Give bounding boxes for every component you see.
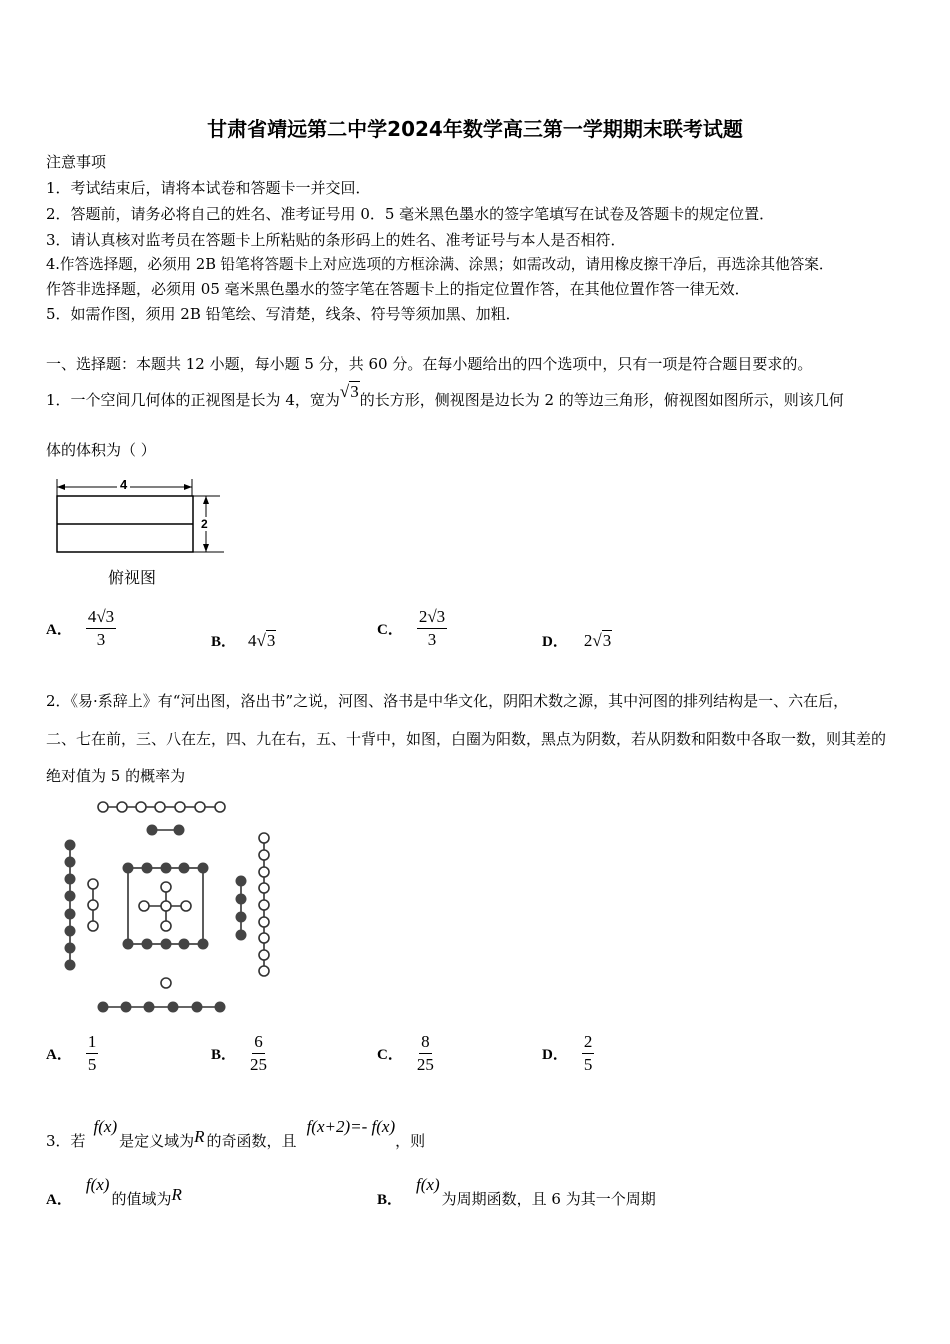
figure-height-label: 2 bbox=[201, 517, 208, 531]
set-R: R bbox=[171, 1185, 182, 1204]
figure-caption: 俯视图 bbox=[108, 568, 157, 587]
hetu-diagram bbox=[55, 795, 280, 1020]
question-1-text-line2: 体的体积为（ ） bbox=[46, 441, 156, 459]
radical: 4√3 bbox=[248, 630, 276, 650]
notice-line: 1．考试结束后，请将本试卷和答题卡一并交回． bbox=[46, 179, 371, 197]
function-f-x: f(x) bbox=[416, 1175, 440, 1194]
notice-line: 2．答题前，请务必将自己的姓名、准考证号用 0．5 毫米黑色墨水的签字笔填写在试卷及答题卡的规定位置． bbox=[46, 205, 775, 223]
sqrt-3: √3 bbox=[339, 382, 359, 401]
option-label: C． bbox=[377, 622, 403, 638]
fraction: $\frac{1}{5}$ bbox=[87, 1032, 97, 1074]
question-2-text: 2．《易·系辞上》有“河出图，洛出书”之说，河图、洛书是中华文化，阴阳术数之源，其中河图的排列结构是一、六在后， bbox=[46, 692, 849, 710]
question-2-text: 绝对值为 5 的概率为 bbox=[46, 767, 186, 785]
option-a[interactable] bbox=[46, 608, 116, 649]
notice-line: 3．请认真核对监考员在答题卡上所粘贴的条形码上的姓名、准考证号与本人是否相符． bbox=[46, 231, 626, 249]
fraction: $\frac{2√3}{3}$ bbox=[418, 607, 446, 649]
section-heading: 一、选择题：本题共 12 小题，每小题 5 分，共 60 分。在每小题给出的四个选项中，只有一项是符合题目要求的。 bbox=[46, 355, 813, 373]
question-2-text: 二、七在前，三、八在左，四、九在右，五、十背中，如图，白圈为阳数，黑点为阴数，若从阴数和阳数中各取一数，则其差的 bbox=[46, 730, 887, 748]
option-label: C． bbox=[377, 1047, 403, 1063]
option-c[interactable] bbox=[377, 608, 447, 649]
notice-line: 4.作答选择题，必须用 2B 铅笔将答题卡上对应选项的方框涂满、涂黑；如需改动，请用橡皮擦干净后，再选涂其他答案． bbox=[46, 256, 834, 273]
option-a[interactable]: A． f(x) 的值域为 R bbox=[46, 1175, 182, 1208]
fraction: $\frac{8}{25}$ bbox=[416, 1032, 434, 1074]
option-b[interactable] bbox=[211, 1033, 267, 1074]
fraction: $\frac{2}{5}$ bbox=[583, 1032, 593, 1074]
option-c[interactable] bbox=[377, 1033, 434, 1074]
notice-heading: 注意事项 bbox=[46, 153, 107, 171]
option-d[interactable] bbox=[542, 630, 612, 651]
option-b[interactable] bbox=[211, 630, 276, 651]
option-label: B． bbox=[211, 1047, 237, 1063]
set-R: R bbox=[194, 1127, 205, 1146]
option-label: A． bbox=[46, 1192, 72, 1208]
notice-line: 作答非选择题，必须用 05 毫米黑色墨水的签字笔在答题卡上的指定位置作答，在其他位置作答一律无效． bbox=[46, 280, 750, 298]
option-label: A． bbox=[46, 622, 72, 638]
question-1-text: 1．一个空间几何体的正视图是长为 4，宽为√3的长方形，侧视图是边长为 2 的等边三角形，俯视图如图所示，则该几何 bbox=[46, 382, 844, 409]
option-label: D． bbox=[542, 1047, 568, 1063]
figure-width-label: 4 bbox=[117, 477, 130, 492]
option-label: B． bbox=[377, 1192, 403, 1208]
option-b[interactable]: B． f(x) 为周期函数，且 6 为其一个周期 bbox=[377, 1175, 656, 1208]
function-f-x: f(x) bbox=[85, 1175, 110, 1194]
option-label: D． bbox=[542, 634, 568, 650]
radical: 2√3 bbox=[583, 630, 612, 650]
option-a[interactable] bbox=[46, 1033, 98, 1074]
question-3-text: 3．若 f(x) 是定义域为 R 的奇函数，且 f(x+2)=- f(x) ，则 bbox=[46, 1117, 426, 1150]
notice-line: 5．如需作图，须用 2B 铅笔绘、写清楚，线条、符号等须加黑、加粗． bbox=[46, 305, 521, 323]
option-d[interactable] bbox=[542, 1033, 594, 1074]
function-f-x: f(x) bbox=[93, 1117, 118, 1136]
page-title: 甘肃省靖远第二中学2024年数学高三第一学期期末联考试题 bbox=[207, 117, 743, 141]
option-label: B． bbox=[211, 634, 237, 650]
fraction: $\frac{4√3}{3}$ bbox=[87, 607, 115, 649]
fraction: $\frac{6}{25}$ bbox=[250, 1032, 268, 1074]
option-label: A． bbox=[46, 1047, 72, 1063]
equation: f(x+2)=- f(x) bbox=[306, 1117, 396, 1136]
